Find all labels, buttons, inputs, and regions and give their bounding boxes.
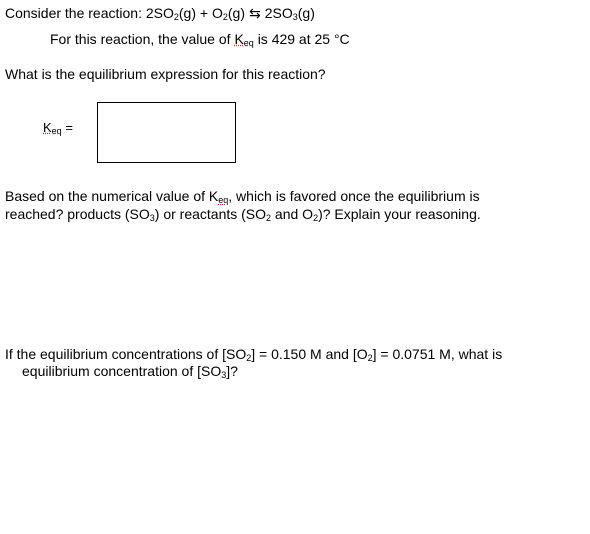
question-text: )? Explain your reasoning. — [318, 206, 481, 222]
subscript: 2 — [367, 353, 373, 363]
question-text: ] = 0.150 M and [O — [251, 346, 368, 362]
reaction-text: (g) + O — [178, 5, 223, 21]
reaction-text: (g) — [297, 5, 315, 21]
reaction-text: 2SO — [264, 5, 293, 21]
equilibrium-arrow-icon: ⇆ — [249, 5, 261, 21]
keq-subscript: eq — [218, 195, 229, 205]
question-2-line-2 — [5, 206, 481, 223]
question-text: ] = 0.0751 M, what is — [372, 346, 503, 362]
question-text: Based on the numerical value of K — [5, 188, 219, 204]
question-text: equilibrium concentration of [SO — [22, 363, 222, 379]
reaction-text: (g) — [227, 5, 245, 21]
question-text: If the equilibrium concentrations of [SO — [5, 346, 247, 362]
question-2-line-1 — [5, 188, 480, 205]
keq-symbol — [234, 31, 253, 47]
question-text: ]? — [226, 363, 238, 379]
question-text: ) or reactants (SO — [154, 206, 267, 222]
subscript: 2 — [313, 213, 319, 223]
question-text: and O — [271, 206, 314, 222]
subscript: 3 — [221, 370, 227, 380]
keq-main: K — [43, 120, 52, 135]
question-3-line-1 — [5, 346, 502, 363]
keq-symbol — [43, 120, 62, 135]
question-3-line-2 — [22, 363, 238, 380]
keq-subscript: eq — [243, 38, 254, 48]
subscript: 2 — [173, 12, 179, 22]
subscript: 3 — [149, 213, 155, 223]
value-text: is 429 at 25 °C — [257, 31, 350, 47]
question-text: reached? products (SO — [5, 206, 150, 222]
reaction-text: Consider the reaction: 2SO — [5, 5, 174, 21]
reaction-line — [5, 5, 315, 22]
keq-label — [43, 119, 73, 136]
subscript: 2 — [246, 353, 252, 363]
question-text: , which is favored once the equilibrium is — [228, 188, 480, 204]
subscript: 2 — [222, 12, 228, 22]
value-text: For this reaction, the value of — [50, 31, 231, 47]
keq-main: K — [234, 31, 244, 47]
equals-sign: = — [65, 120, 73, 135]
keq-subscript: eq — [51, 126, 62, 136]
keq-value-line — [50, 31, 350, 48]
equilibrium-expression-answer-box[interactable] — [97, 102, 236, 163]
subscript: 2 — [266, 213, 272, 223]
subscript: 3 — [292, 12, 298, 22]
question-1: What is the equilibrium expression for this reaction? — [5, 66, 326, 82]
